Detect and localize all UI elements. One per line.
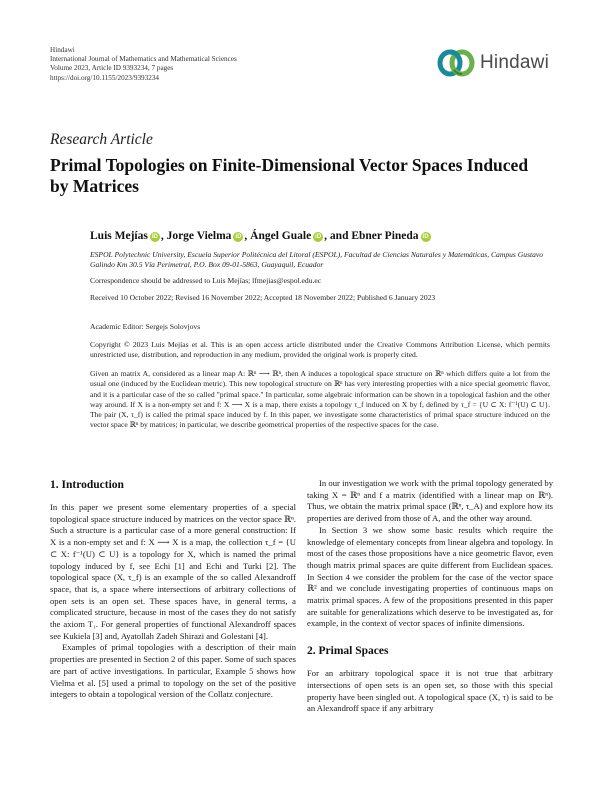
volume-info: Volume 2023, Article ID 9393234, 7 pages [50,64,174,73]
column-left [50,478,296,701]
copyright-notice: Copyright © 2023 Luis Mejías et al. This is an open access article distributed under the Creative Commons Attribution License, which permits unrestricted use, distribution, and reproduction in any medium, provided the original work is properly cited. [90,340,550,359]
author-name[interactable]: Ebner Pineda [351,230,419,242]
author-list [90,230,432,242]
author-separator: , and [324,230,352,242]
paragraph: In this paper we present some elementary properties of a special topological space structure induced by matrices on the vector space ℝⁿ. Such a structure is a particular case of a more general construction: If X is a non-empty set and f: X ⟶ X is a map, the collection τ_f = {U ⊂ X: f⁻¹(U) ⊂ U} is a topology for X, which is named the primal topology induced by f, see Echi [1] and Echi and Turki [2]. The topological space (X, τ_f) is an example of the so called Alexandroff space, that is, a space where intersections of arbitrary collections of open sets is an open set. These spaces have, in general terms, a complicated structure, because in most of the cases they do not satisfy the axiom T₁. For general properties of functional Alexandroff spaces see Kukiela [3] and, Ayatollah Zadeh Shirazi and Golestani [4]. [50,502,296,641]
author-name[interactable]: Luis Mejías [90,230,148,242]
article-title: Primal Topologies on Finite-Dimensional Vector Spaces Induced by Matrices [50,155,529,196]
author-name[interactable]: Jorge Vielma [166,230,232,242]
hindawi-rings-icon [436,48,476,78]
author-separator: , [160,230,167,242]
section-heading-introduction: 1. Introduction [50,479,124,491]
journal-name: International Journal of Mathematics and Mathematical Sciences [50,55,237,64]
paragraph: In Section 3 we show some basic results which require the knowledge of elementary concepts from linear algebra and topology. In most of the cases those propositions have a nice geometric flavor, even though matrix primal spaces are quite different from Euclidean spaces. In Section 4 we consider the problem for the case of the vector space ℝ² and we conclude investigating properties of continuous maps on matrix primal spaces. A few of the propositions presented in this paper are suitable for generalizations which deserve to be investigated as, for example, in the context of vector spaces of infinite dimensions. [307,524,553,629]
author-separator: , [244,230,251,242]
affiliation: ESPOL Polytechnic University, Escuela Superior Politécnica del Litoral (ESPOL), Facultad de Ciencias Naturales y Matemáticas, Campus Gustavo Galindo Km 30.5 Vía Perimetral, P.O. Box 09-01-5863, Guayaquil, Ecuador [90,250,544,269]
orcid-icon[interactable]: iD [315,234,322,240]
doi-link[interactable]: https://doi.org/10.1155/2023/9393234 [50,73,160,82]
hindawi-logo [436,48,549,78]
orcid-icon[interactable]: iD [151,234,158,240]
article-type: Research Article [50,131,153,148]
author-name[interactable]: Ángel Guale [250,230,312,242]
correspondence: Correspondence should be addressed to Luis Mejías; lfmejias@espol.edu.ec [90,276,322,285]
column-right [307,478,553,715]
publisher-name: Hindawi [50,46,75,54]
abstract: Given an matrix A, considered as a linear map A: ℝⁿ ⟶ ℝⁿ, then A induces a topological space structure on ℝⁿ which differs quite a lot from the usual one (induced by the Euclidean metric). This new topological structure on ℝⁿ has very interesting properties with a nice special geometric flavor, and it is a particular case of the so called "primal space." In particular, some algebraic information can be shown in a topological fashion and the other way around. If X is a non-empty set and f: X ⟶ X is a map, there exists a topology τ_f induced on X by f, defined by τ_f = {U ⊂ X: f⁻¹(U) ⊂ U}. The pair (X, τ_f) is called the primal space induced by f. In this paper, we investigate some characteristics of primal space structure induced on the vector space ℝⁿ by matrices; in particular, we describe geometrical properties of the respective spaces for the case. [90,369,550,430]
publication-dates: Received 10 October 2022; Revised 16 November 2022; Accepted 18 November 2022; Published 6 January 2023 [90,293,436,302]
orcid-icon[interactable]: iD [422,234,429,240]
section-heading-primal-spaces: 2. Primal Spaces [307,645,389,658]
journal-header [50,46,237,83]
orcid-icon[interactable]: iD [235,234,242,240]
paragraph: Examples of primal topologies with a description of their main properties are presented in Section 2 of this paper. Some of such spaces are part of active investigations. In particular, Example 5 shows how Vielma et al. [5] used a primal to topology on the set of the positive integers to obtain a topological version of the Collatz conjecture. [50,642,296,700]
paragraph: For an arbitrary topological space it is not true that arbitrary intersections of open sets is an open set, so those with this special property have been singled out. A topological space (X, τ) is said to be an Alexandroff space if any arbitrary [307,668,553,714]
paragraph: In our investigation we work with the primal topology generated by taking X = ℝⁿ and f a matrix (identified with a linear map on ℝⁿ). Thus, we obtain the matrix primal space (ℝⁿ, τ_A) and explore how its properties are derived from those of A, and the other way around. [307,478,553,524]
logo-text: Hindawi [480,52,549,73]
academic-editor: Academic Editor: Sergejs Solovjovs [90,322,201,331]
